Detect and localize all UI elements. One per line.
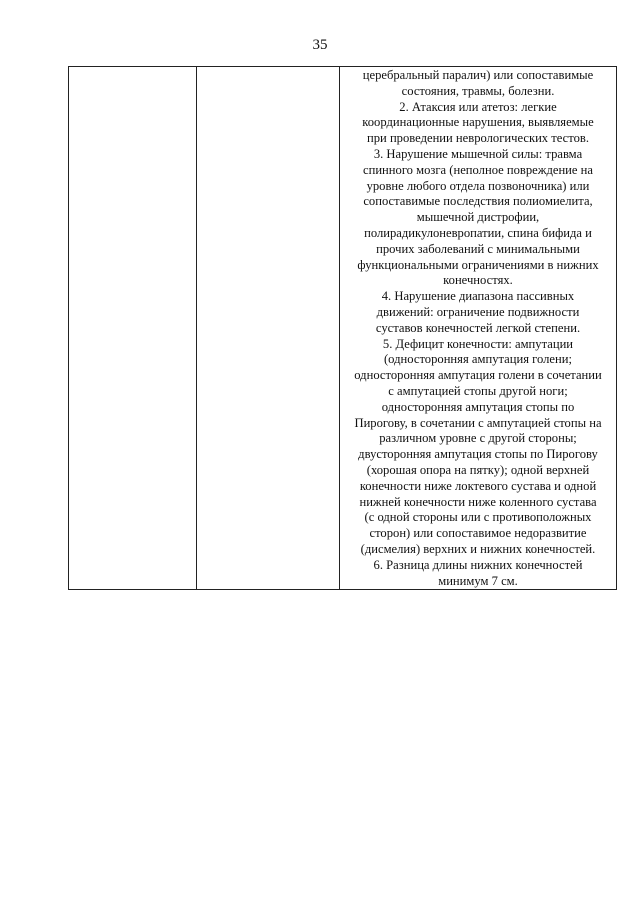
text-line: 5. Дефицит конечности: ампутации [382,336,574,351]
text-line: сторон) или сопоставимое недоразвитие [369,526,587,541]
text-line: координационные нарушения, выявляемые [362,115,594,130]
table-cell-col2 [197,67,340,590]
text-line: различном уровне с другой стороны; [379,431,577,446]
text-line: двусторонняя ампутация стопы по Пирогову [358,447,598,462]
text-line: движений: ограничение подвижности [376,304,580,319]
text-line: 3. Нарушение мышечной силы: травма [373,146,583,161]
text-line: (дисмелия) верхних и нижних конечностей. [360,541,596,556]
table-row [69,67,617,590]
text-line: минимум 7 см. [438,573,518,588]
text-line: мышечной дистрофии, [416,210,540,225]
table-cell-col3 [340,67,617,590]
text-line: (с одной стороны или с противоположных [364,510,592,525]
page-number: 35 [312,37,328,53]
text-line: 4. Нарушение диапазона пассивных [381,289,575,304]
text-line: уровне любого отдела позвоночника) или [366,178,590,193]
text-line: состояния, травмы, болезни. [401,83,555,98]
text-line: с ампутацией стопы другой ноги; [388,383,568,398]
text-line: 6. Разница длины нижних конечностей [373,557,583,572]
text-line: (хорошая опора на пятку); одной верхней [366,462,590,477]
text-line: при проведении неврологических тестов. [367,131,589,146]
text-line: (односторонняя ампутация голени; [383,352,572,367]
text-line: спинного мозга (неполное повреждение на [362,162,593,177]
document-table [68,66,617,590]
text-line: односторонняя ампутация стопы по [381,399,575,414]
text-line: полирадикулоневропатии, спина бифида и [364,225,592,240]
table-cell-col1 [69,67,197,590]
text-line: Пирогову, в сочетании с ампутацией стопы на [354,415,602,430]
text-line: сопоставимые последствия полиомиелита, [363,194,593,209]
text-line: односторонняя ампутация голени в сочетании [354,368,602,383]
text-line: конечности ниже локтевого сустава и одной [359,478,597,493]
text-line: церебральный паралич) или сопоставимые [362,68,594,82]
criteria-text [340,67,616,589]
text-line: функциональными ограничениями в нижних [357,257,599,272]
text-line: конечностях. [443,273,513,288]
text-line: суставов конечностей легкой степени. [375,320,581,335]
text-line: 2. Атаксия или атетоз: легкие [399,99,557,114]
text-line: нижней конечности ниже коленного сустава [359,494,597,509]
text-line: прочих заболеваний с минимальными [376,241,580,256]
